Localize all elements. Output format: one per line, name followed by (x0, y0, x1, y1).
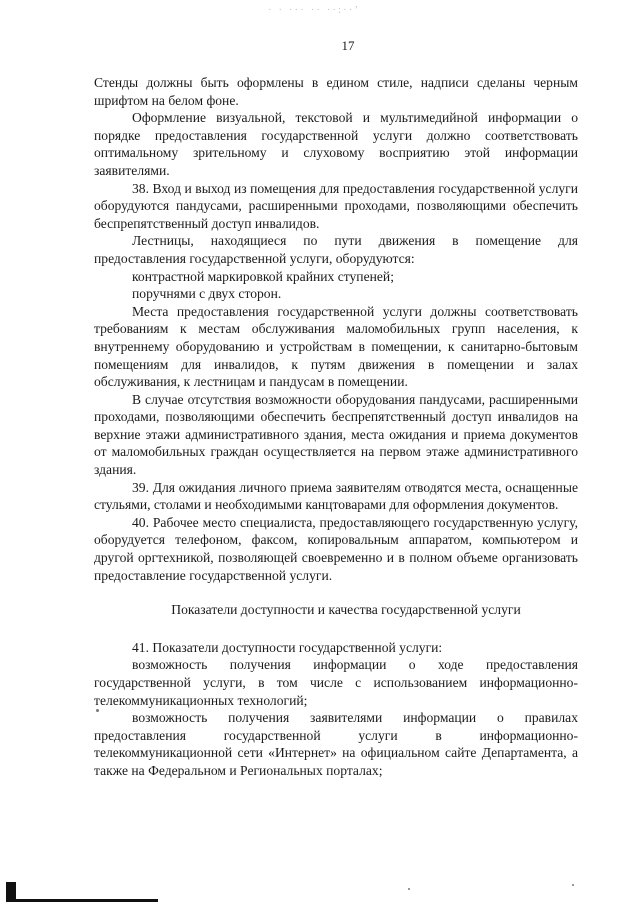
paragraph-stairs: Лестницы, находящиеся по пути движения в помещение для предоставления государственной услуги, оборудуются: (94, 233, 578, 266)
scan-speck (96, 709, 99, 712)
paragraph-item-39: 39. Для ожидания личного приема заявителям отводятся места, оснащенные стульями, столами и необходимыми канцтоварами для оформления документов. (94, 479, 578, 513)
scan-edge-line (6, 899, 158, 902)
paragraph-item-40: 40. Рабочее место специалиста, предоставляющего государственную услугу, оборудуется телефоном, факсом, копировальным аппаратом, компьютером и другой оргтехникой, позволяющей своевременно и в полном объеме организовать предоставление государственной услуги. (94, 514, 578, 583)
document-body (94, 74, 578, 780)
paragraph-item-38: 38. Вход и выход из помещения для предоставления государственной услуги оборудуются пандусами, расширенными проходами, позволяющими обеспечить беспрепятственный доступ инвалидов. (94, 180, 578, 231)
list-item-handrails: поручнями с двух сторон. (132, 286, 282, 302)
paragraph-info-design: Оформление визуальной, текстовой и мультимедийной информации о порядке предоставления государственной услуги должно соответствовать оптимальному зрительному и слуховому восприятию этой информации заявителями. (94, 110, 578, 178)
paragraph-stands: Стенды должны быть оформлены в едином стиле, надписи сделаны черным шрифтом на белом фоне. (94, 75, 578, 108)
scan-speck (572, 884, 574, 886)
paragraph-info-progress: возможность получения информации о ходе предоставления государственной услуги, в том числе с использованием информационно-телекоммуникационных технологий; (94, 657, 578, 708)
paragraph-info-rules: возможность получения заявителями информации о правилах предоставления государственной услуги в информационно-телекоммуникационной сети «Интернет» на официальном сайте Департамента, а также на Федеральном и Региональных порталах; (94, 710, 578, 778)
paragraph-service-places: Места предоставления государственной услуги должны соответствовать требованиям к местам обслуживания маломобильных групп населения, к внутреннему оборудованию и устройствам в помещении, к санитарно-бытовым помещениям для инвалидов, к путям движения в помещении и залах обслуживания, к лестницам и пандусам в помещении. (94, 303, 578, 390)
paragraph-no-ramps: В случае отсутствия возможности оборудования пандусами, расширенными проходами, позволяющими обеспечить беспрепятственный доступ инвалидов на верхние этажи административного здания, места ожидания и приема документов от маломобильных граждан осуществляется на первом этаже административного здания. (94, 391, 578, 478)
list-item-contrast-marking: контрастной маркировкой крайних ступеней; (132, 268, 394, 284)
scan-speck (408, 888, 410, 890)
section-heading: Показатели доступности и качества государственной услуги (171, 602, 521, 618)
scan-artifact: · · ··· ·· ··:··ʼ (268, 4, 361, 16)
paragraph-item-41: 41. Показатели доступности государственной услуги: (132, 639, 443, 655)
page-number: 17 (341, 38, 355, 53)
